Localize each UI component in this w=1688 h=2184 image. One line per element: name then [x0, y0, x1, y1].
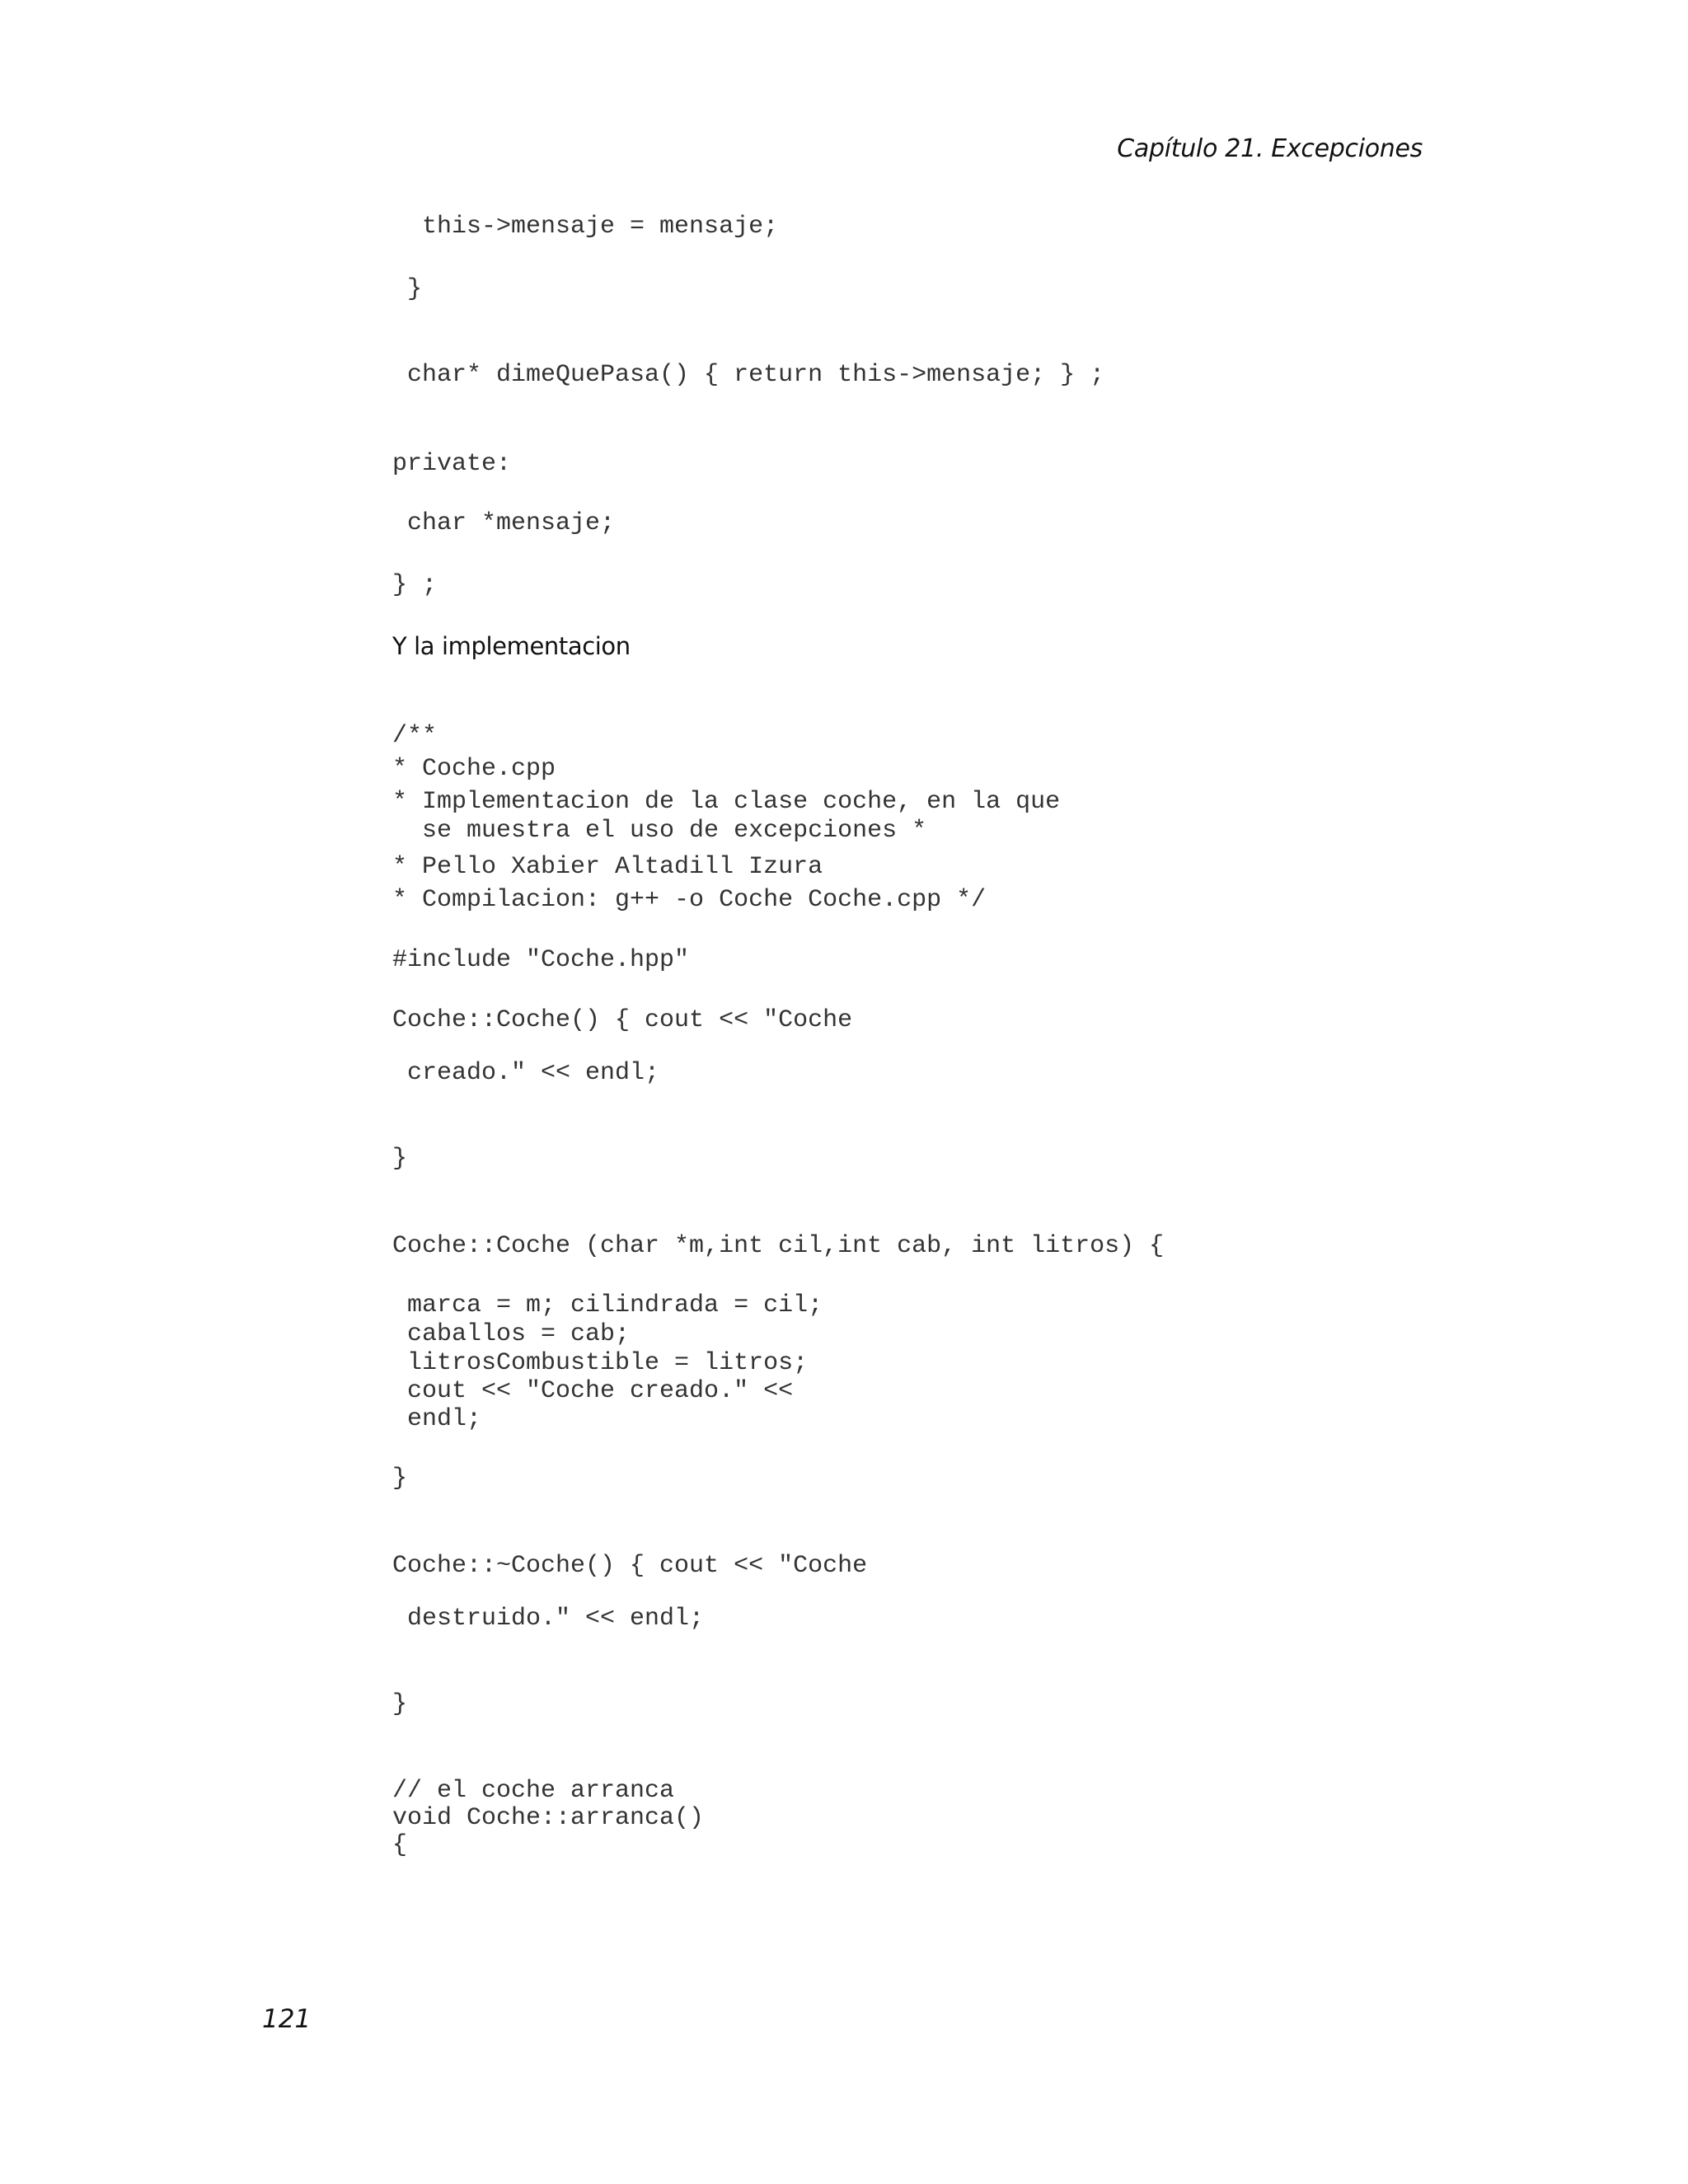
chapter-header: Capítulo 21. Excepciones [1117, 134, 1423, 163]
code-line: * Coche.cpp [392, 755, 556, 783]
code-line: } [392, 1465, 408, 1493]
code-line: se muestra el uso de excepciones * [392, 817, 927, 845]
code-line: * Pello Xabier Altadill Izura [392, 853, 823, 881]
code-line: * Implementacion de la clase coche, en la que [392, 788, 1061, 816]
code-line: * Compilacion: g++ -o Coche Coche.cpp */ [392, 886, 987, 914]
code-line: marca = m; cilindrada = cil; [392, 1291, 823, 1319]
code-line: /** [392, 722, 438, 750]
code-line: } [392, 275, 423, 303]
code-line: destruido." << endl; [392, 1605, 705, 1633]
code-line: char *mensaje; [392, 509, 616, 537]
code-line: char* dimeQuePasa() { return this->mensaje; } ; [392, 361, 1105, 389]
code-line: Coche::~Coche() { cout << "Coche [392, 1552, 868, 1580]
code-line: cout << "Coche creado." << [392, 1377, 794, 1405]
code-line: creado." << endl; [392, 1059, 660, 1087]
code-line: { [392, 1831, 408, 1859]
code-line: litrosCombustible = litros; [392, 1349, 809, 1377]
code-line: } ; [392, 571, 438, 599]
code-line: #include "Coche.hpp" [392, 946, 690, 974]
code-line: endl; [392, 1405, 482, 1433]
code-line: } [392, 1145, 408, 1173]
code-line: this->mensaje = mensaje; [392, 213, 779, 241]
code-line: } [392, 1690, 408, 1718]
code-line: void Coche::arranca() [392, 1804, 705, 1832]
page-number: 121 [262, 2004, 312, 2034]
implementation-intro-text: Y la implementacion [392, 632, 631, 660]
code-line: // el coche arranca [392, 1777, 675, 1805]
code-line: private: [392, 450, 512, 478]
code-line: caballos = cab; [392, 1320, 631, 1348]
code-line: Coche::Coche (char *m,int cil,int cab, int litros) { [392, 1232, 1165, 1260]
code-line: Coche::Coche() { cout << "Coche [392, 1006, 853, 1034]
